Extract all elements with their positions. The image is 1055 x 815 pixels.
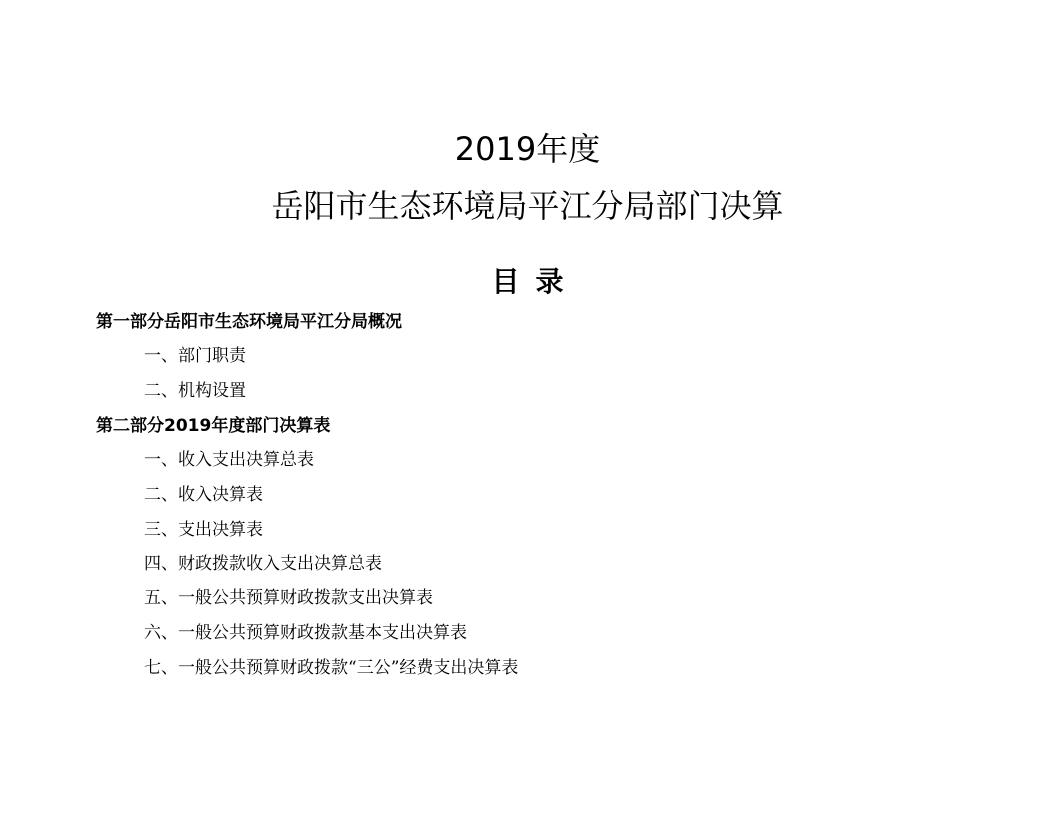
toc-part-heading: 第二部分2019年度部门决算表 [96, 416, 331, 436]
toc-item: 二、机构设置 [144, 381, 246, 401]
toc-item: 一、部门职责 [144, 346, 246, 366]
toc-item: 六、一般公共预算财政拨款基本支出决算表 [144, 623, 467, 643]
toc-item: 七、一般公共预算财政拨款“三公”经费支出决算表 [144, 658, 519, 678]
toc-item: 三、支出决算表 [144, 520, 263, 540]
toc-heading: 目录 [491, 265, 580, 298]
toc-item: 五、一般公共预算财政拨款支出决算表 [144, 588, 433, 608]
department-title: 岳阳市生态环境局平江分局部门决算 [271, 187, 784, 225]
toc-item: 二、收入决算表 [144, 485, 263, 505]
toc-item: 四、财政拨款收入支出决算总表 [144, 554, 382, 574]
toc-item: 一、收入支出决算总表 [144, 450, 314, 470]
report-year-title: 2019年度 [454, 130, 601, 168]
toc-part-heading: 第一部分岳阳市生态环境局平江分局概况 [96, 312, 402, 332]
